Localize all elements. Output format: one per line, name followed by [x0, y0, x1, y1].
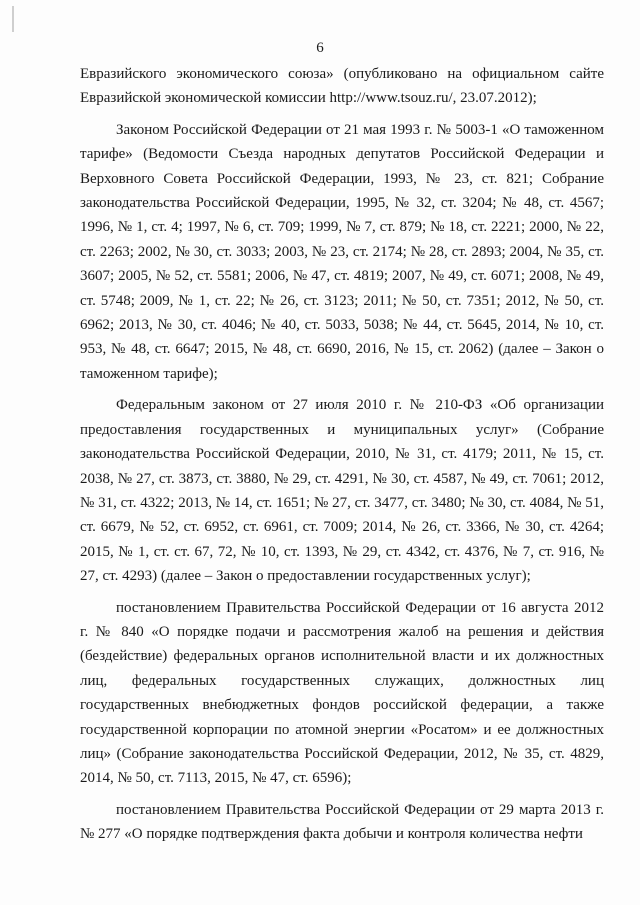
- paragraph-resolution-840: постановлением Правительства Российской Федерации от 16 августа 2012 г. № 840 «О порядке подачи и рассмотрения жалоб на решения и действия (бездействие) федеральных органов исполнительной власти и их должностных лиц, федеральных государственных служащих, должностных лиц государственных внебюджетных фондов российской федерации, а также государственной корпорации по атомной энергии «Росатом» и ее должностных лиц» (Собрание законодательства Российской Федерации, 2012, № 35, ст. 4829, 2014, № 50, ст. 7113, 2015, № 47, ст. 6596);: [80, 599, 604, 787]
- paragraph-resolution-277: постановлением Правительства Российской Федерации от 29 марта 2013 г. № 277 «О порядке подтверждения факта добычи и контроля количества нефти: [80, 801, 604, 843]
- paragraph-customs-tariff-law: Законом Российской Федерации от 21 мая 1993 г. № 5003-1 «О таможенном тарифе» (Ведомости Съезда народных депутатов Российской Федерации и Верховного Совета Российской Федерации, 1993, № 23, ст. 821; Собрание законодательства Российской Федерации, 1995, № 32, ст. 3204; № 48, ст. 4567; 1996, № 1, ст. 4; 1997, № 6, ст. 709; 1999, № 7, ст. 879; № 18, ст. 2221; 2000, № 22, ст. 2263; 2002, № 30, ст. 3033; 2003, № 23, ст. 2174; № 28, ст. 2893; 2004, № 35, ст. 3607; 2005, № 52, ст. 5581; 2006, № 47, ст. 4819; 2007, № 49, ст. 6071; 2008, № 49, ст. 5748; 2009, № 1, ст. 22; № 26, ст. 3123; 2011; № 50, ст. 7351; 2012, № 50, ст. 6962; 2013, № 30, ст. 4046; № 40, ст. 5033, 5038; № 44, ст. 5645, 2014, № 10, ст. 953, № 48, ст. 6647; 2015, № 48, ст. 6690, 2016, № 15, ст. 2062) (далее – Закон о таможенном тарифе);: [80, 121, 604, 382]
- document-body: [80, 62, 604, 854]
- paragraph-eaeu-continuation: Евразийского экономического союза» (опубликовано на официальном сайте Евразийской экономической комиссии http://www.tsouz.ru/, 23.07.2012);: [80, 66, 604, 107]
- page-number: 6: [316, 40, 324, 56]
- scan-edge-mark: [12, 6, 14, 32]
- paragraph-public-services-law: Федеральным законом от 27 июля 2010 г. № 210-ФЗ «Об организации предоставления государственных и муниципальных услуг» (Собрание законодательства Российской Федерации, 2010, № 31, ст. 4179; 2011, № 15, ст. 2038, № 27, ст. 3873, ст. 3880, № 29, ст. 4291, № 30, ст. 4587, № 49, ст. 7061; 2012, № 31, ст. 4322; 2013, № 14, ст. 1651; № 27, ст. 3477, ст. 3480; № 30, ст. 4084, № 51, ст. 6679, № 52, ст. 6952, ст. 6961, ст. 7009; 2014, № 26, ст. 3366, № 30, ст. 4264; 2015, № 1, ст. ст. 67, 72, № 10, ст. 1393, № 29, ст. 4342, ст. 4376, № 7, ст. 916, № 27, ст. 4293) (далее – Закон о предоставлении государственных услуг);: [80, 397, 604, 585]
